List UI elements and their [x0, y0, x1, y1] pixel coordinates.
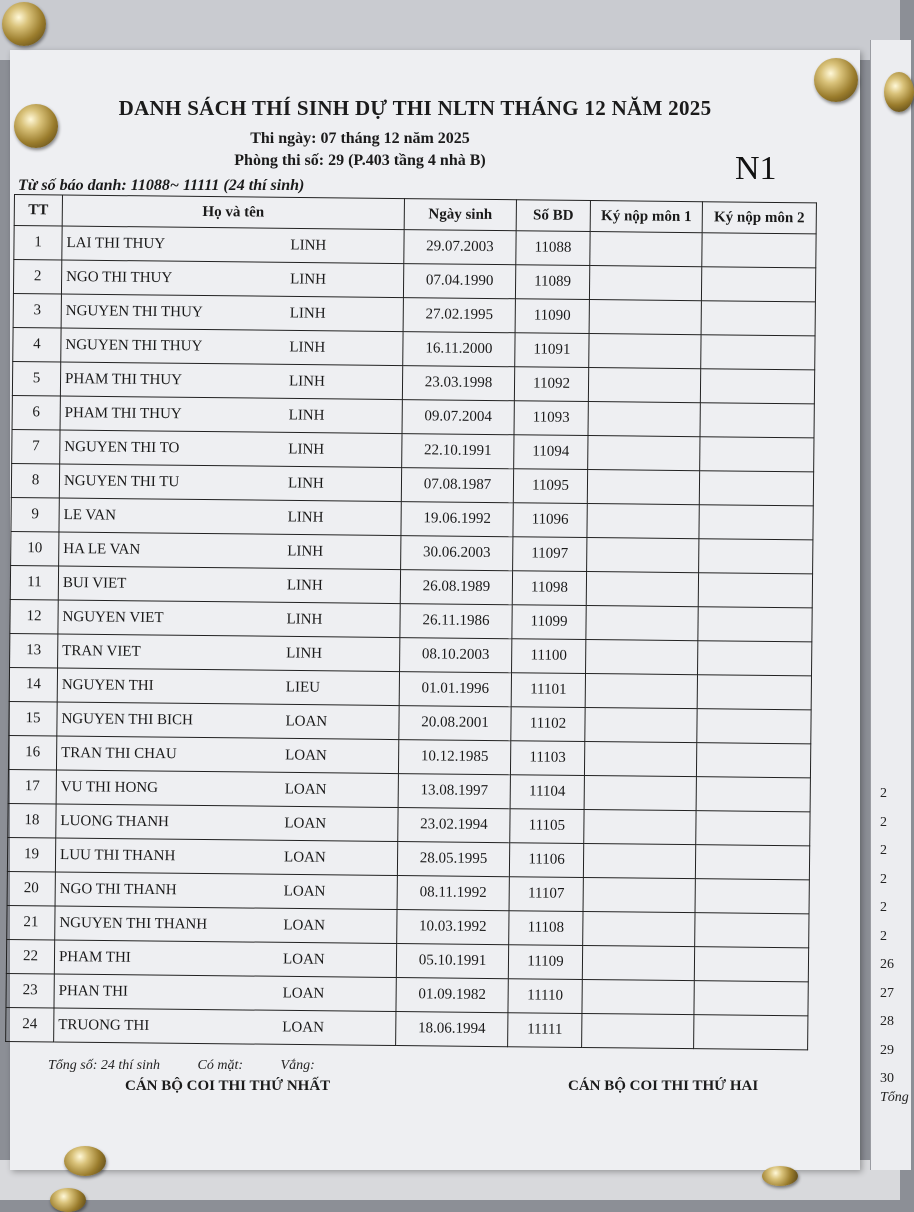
row-number: 3: [13, 293, 61, 328]
candidate-first-name: LINH: [287, 508, 324, 526]
date-of-birth: 08.11.1992: [397, 876, 509, 911]
date-of-birth: 30.06.2003: [401, 536, 513, 571]
candidate-first-name: LINH: [287, 542, 324, 560]
candidate-number: 11091: [515, 333, 589, 368]
candidate-first-name: LOAN: [283, 848, 326, 866]
candidate-number: 11106: [509, 843, 583, 878]
signature-cell-subject-2: [700, 437, 814, 472]
candidate-last-name: NGUYEN THI BICH: [61, 710, 193, 728]
candidate-name: [57, 668, 399, 706]
signature-cell-subject-1: [588, 368, 700, 403]
candidate-first-name: LOAN: [285, 746, 327, 764]
signature-cell-subject-2: [702, 233, 816, 268]
date-of-birth: 23.03.1998: [402, 366, 514, 401]
candidate-number: 11109: [508, 945, 582, 980]
candidate-number: 11093: [514, 401, 588, 436]
row-number: 4: [13, 327, 61, 362]
candidate-first-name: LINH: [288, 406, 325, 424]
candidate-number: 11104: [510, 775, 584, 810]
signature-cell-subject-1: [582, 945, 694, 980]
candidate-number: 11105: [510, 809, 584, 844]
signature-cell-subject-2: [698, 573, 812, 608]
adjacent-row-number: 27: [880, 985, 894, 1001]
date-of-birth: 05.10.1991: [396, 944, 508, 979]
date-of-birth: 22.10.1991: [402, 434, 514, 469]
column-header-sbd: Số BD: [516, 200, 590, 232]
signature-cell-subject-2: [696, 743, 810, 778]
candidate-number: 11107: [509, 877, 583, 912]
row-number: 11: [10, 565, 58, 600]
signature-cell-subject-2: [697, 709, 811, 744]
row-number: 2: [13, 260, 61, 295]
adjacent-row-number: 28: [880, 1014, 894, 1029]
row-number: 12: [10, 599, 58, 634]
signature-cell-subject-1: [588, 402, 700, 437]
date-of-birth: 26.08.1989: [400, 570, 512, 605]
date-of-birth: 10.12.1985: [398, 740, 510, 775]
row-number: 8: [11, 463, 59, 498]
candidate-number: 11096: [513, 503, 587, 538]
column-header-name: Họ và tên: [62, 195, 404, 230]
signature-cell-subject-1: [586, 572, 698, 607]
total-count: Tổng số: 24 thí sinh: [48, 1058, 161, 1073]
candidate-first-name: LOAN: [284, 780, 327, 798]
candidate-name: [56, 770, 398, 808]
absent-count: Vắng:: [280, 1058, 315, 1073]
signature-cell-subject-2: [699, 471, 813, 506]
candidate-number: 11094: [514, 435, 588, 470]
signature-cell-subject-2: [695, 879, 809, 914]
candidate-name: [59, 532, 401, 570]
candidate-name: [61, 260, 403, 298]
signature-cell-subject-2: [701, 267, 815, 302]
signature-cell-subject-2: [699, 539, 813, 574]
row-number: 18: [8, 803, 56, 838]
signature-cell-subject-2: [700, 403, 814, 438]
candidate-last-name: NGO THI THANH: [59, 880, 177, 898]
pushpin-icon: [14, 104, 58, 148]
candidate-number: 11110: [508, 979, 582, 1014]
candidate-first-name: LINH: [289, 338, 326, 356]
row-number: 16: [8, 735, 56, 770]
candidate-number: 11102: [511, 707, 585, 742]
row-number: 13: [10, 633, 58, 668]
candidate-name: [60, 362, 402, 400]
date-of-birth: 01.01.1996: [399, 672, 511, 707]
signature-cell-subject-2: [701, 335, 815, 370]
signature-cell-subject-1: [589, 334, 701, 369]
candidate-last-name: NGUYEN THI TU: [63, 472, 180, 490]
date-of-birth: 09.07.2004: [402, 400, 514, 435]
row-number: 23: [6, 973, 54, 1008]
date-of-birth: 07.08.1987: [401, 468, 513, 503]
candidate-name: [58, 634, 400, 672]
candidate-number: 11097: [513, 537, 587, 572]
date-of-birth: 20.08.2001: [399, 706, 511, 741]
candidate-name: [54, 1008, 396, 1046]
signature-cell-subject-2: [700, 369, 814, 404]
candidate-number: 11108: [509, 911, 583, 946]
row-number: 14: [9, 667, 57, 702]
date-of-birth: 01.09.1982: [396, 978, 508, 1013]
proctor-2-signature-label: CÁN BỘ COI THI THỨ HAI: [568, 1078, 759, 1094]
candidate-last-name: NGUYEN THI THUY: [65, 336, 203, 354]
signature-cell-subject-1: [587, 538, 699, 573]
candidate-last-name: PHAN THI: [58, 982, 129, 1000]
pushpin-icon: [884, 72, 914, 112]
date-of-birth: 29.07.2003: [404, 230, 516, 265]
row-number: 7: [12, 429, 60, 464]
signature-cell-subject-2: [694, 947, 808, 982]
signature-cell-subject-1: [587, 470, 699, 505]
attendance-summary: [48, 1058, 349, 1074]
date-of-birth: 16.11.2000: [403, 332, 515, 367]
exam-room: Phòng thi số: 29 (P.403 tầng 4 nhà B): [234, 152, 486, 169]
row-number: 5: [12, 361, 60, 396]
candidate-last-name: TRAN THI CHAU: [61, 744, 177, 762]
signature-cell-subject-1: [583, 844, 695, 879]
candidate-number: 11099: [512, 605, 586, 640]
candidate-first-name: LOAN: [282, 984, 325, 1002]
candidate-first-name: LIEU: [285, 678, 321, 696]
candidate-name: [54, 940, 396, 978]
date-of-birth: 13.08.1997: [398, 774, 510, 809]
candidate-last-name: VU THI HONG: [60, 778, 159, 796]
candidate-first-name: LOAN: [283, 882, 326, 900]
signature-cell-subject-1: [584, 776, 696, 811]
candidate-number: 11100: [512, 639, 586, 674]
candidate-name: [55, 838, 397, 876]
candidate-number: 11092: [514, 367, 588, 402]
signature-cell-subject-2: [696, 777, 810, 812]
date-of-birth: 18.06.1994: [396, 1012, 508, 1047]
pushpin-icon: [2, 2, 46, 46]
candidate-number: 11098: [512, 571, 586, 606]
proctor-1-signature-label: CÁN BỘ COI THI THỨ NHẤT: [125, 1078, 331, 1094]
signature-cell-subject-2: [694, 981, 808, 1016]
signature-cell-subject-1: [590, 232, 702, 267]
date-of-birth: 08.10.2003: [400, 638, 512, 673]
candidate-number: 11111: [508, 1013, 582, 1048]
candidate-range: Từ số báo danh: 11088~ 11111 (24 thí sinh): [18, 177, 305, 194]
candidate-last-name: PHAM THI: [58, 948, 131, 966]
signature-cell-subject-2: [695, 913, 809, 948]
signature-cell-subject-1: [587, 504, 699, 539]
candidate-last-name: NGUYEN THI THANH: [59, 914, 208, 933]
date-of-birth: 19.06.1992: [401, 502, 513, 537]
candidate-name: [58, 566, 400, 604]
candidate-number: 11088: [516, 231, 590, 266]
candidate-first-name: LOAN: [282, 1018, 325, 1036]
candidate-first-name: LINH: [289, 304, 326, 322]
signature-cell-subject-2: [697, 675, 811, 710]
candidate-number: 11095: [513, 469, 587, 504]
candidate-last-name: BUI VIET: [62, 574, 127, 592]
candidate-first-name: LINH: [288, 372, 325, 390]
candidate-number: 11089: [515, 265, 589, 300]
candidate-name: [59, 464, 401, 502]
date-of-birth: 07.04.1990: [403, 264, 515, 299]
signature-cell-subject-2: [698, 607, 812, 642]
candidate-last-name: LAI THI THUY: [66, 234, 166, 252]
candidate-first-name: LOAN: [284, 814, 327, 832]
adjacent-row-number: 2: [880, 786, 887, 801]
candidate-last-name: NGO THI THUY: [66, 268, 173, 286]
adjacent-row-number: 26: [880, 957, 894, 972]
candidate-name: [61, 294, 403, 332]
column-header-tt: TT: [14, 195, 62, 227]
pushpin-icon: [762, 1166, 798, 1186]
adjacent-sheet-footer: Tổng: [880, 1090, 909, 1105]
candidate-table: [5, 194, 817, 1050]
signature-cell-subject-2: [698, 641, 812, 676]
adjacent-row-number: 2: [880, 871, 887, 887]
candidate-first-name: LOAN: [285, 712, 328, 730]
signature-cell-subject-2: [701, 301, 815, 336]
signature-cell-subject-1: [585, 708, 697, 743]
pushpin-icon: [64, 1146, 106, 1176]
candidate-name: [62, 226, 404, 264]
candidate-name: [58, 600, 400, 638]
row-number: 6: [12, 395, 60, 430]
row-number: 1: [14, 226, 62, 261]
row-number: 9: [11, 497, 59, 532]
date-of-birth: 28.05.1995: [397, 842, 509, 877]
row-number: 15: [9, 701, 57, 736]
adjacent-row-number: 2: [880, 814, 887, 830]
signature-cell-subject-1: [585, 674, 697, 709]
candidate-first-name: LINH: [290, 270, 327, 288]
candidate-last-name: LUU THI THANH: [60, 846, 176, 864]
candidate-name: [56, 804, 398, 842]
candidate-first-name: LINH: [286, 644, 323, 662]
row-number: 20: [7, 871, 55, 906]
row-number: 10: [11, 531, 59, 566]
candidate-first-name: LINH: [286, 576, 323, 594]
candidate-number: 11103: [510, 741, 584, 776]
exam-date: Thi ngày: 07 tháng 12 năm 2025: [250, 130, 470, 147]
signature-cell-subject-1: [584, 742, 696, 777]
adjacent-row-number: 2: [880, 900, 887, 915]
candidate-name: [55, 872, 397, 910]
candidate-last-name: NGUYEN THI THUY: [65, 302, 203, 320]
candidate-last-name: NGUYEN THI TO: [64, 438, 180, 456]
row-number: 17: [8, 769, 56, 804]
pushpin-icon: [50, 1188, 86, 1212]
candidate-number: 11101: [511, 673, 585, 708]
candidate-name: [56, 736, 398, 774]
column-header-dob: Ngày sinh: [404, 199, 516, 231]
column-header-sign1: Ký nộp môn 1: [590, 201, 702, 233]
signature-cell-subject-1: [583, 877, 695, 912]
candidate-first-name: LINH: [288, 440, 325, 458]
candidate-first-name: LINH: [287, 474, 324, 492]
candidate-name: [60, 396, 402, 434]
signature-cell-subject-1: [583, 911, 695, 946]
row-number: 21: [7, 905, 55, 940]
document-title: DANH SÁCH THÍ SINH DỰ THI NLTN THÁNG 12 NĂM 2025: [118, 96, 712, 120]
signature-cell-subject-2: [694, 1015, 808, 1050]
candidate-number: 11090: [515, 299, 589, 334]
signature-cell-subject-1: [582, 979, 694, 1014]
date-of-birth: 26.11.1986: [400, 604, 512, 639]
candidate-name: [54, 974, 396, 1012]
signature-cell-subject-2: [695, 845, 809, 880]
candidate-name: [55, 906, 397, 944]
candidate-first-name: LOAN: [282, 950, 325, 968]
signature-cell-subject-1: [589, 300, 701, 335]
signature-cell-subject-1: [582, 1013, 694, 1048]
candidate-last-name: NGUYEN VIET: [62, 608, 164, 626]
adjacent-row-number: 2: [880, 843, 887, 858]
candidate-first-name: LOAN: [283, 916, 326, 934]
adjacent-row-number: 29: [880, 1042, 894, 1058]
candidate-name: [60, 430, 402, 468]
candidate-first-name: LINH: [290, 236, 327, 254]
signature-cell-subject-2: [699, 505, 813, 540]
adjacent-row-number: 30: [880, 1071, 894, 1086]
candidate-last-name: TRAN VIET: [62, 642, 141, 660]
row-number: 24: [6, 1007, 54, 1042]
row-number: 19: [7, 837, 55, 872]
candidate-last-name: PHAM THI THUY: [64, 370, 183, 388]
candidate-last-name: PHAM THI THUY: [64, 404, 182, 422]
sheet-code: N1: [735, 150, 777, 187]
signature-cell-subject-1: [589, 266, 701, 301]
signature-cell-subject-1: [586, 606, 698, 641]
date-of-birth: 27.02.1995: [403, 298, 515, 333]
column-header-sign2: Ký nộp môn 2: [702, 202, 816, 234]
candidate-last-name: NGUYEN THI: [61, 676, 154, 694]
date-of-birth: 23.02.1994: [398, 808, 510, 843]
signature-cell-subject-1: [586, 640, 698, 675]
signature-cell-subject-1: [588, 436, 700, 471]
adjacent-row-number: 2: [880, 928, 887, 944]
signature-cell-subject-2: [696, 811, 810, 846]
candidate-last-name: LE VAN: [63, 506, 117, 524]
candidate-first-name: LINH: [286, 610, 323, 628]
candidate-last-name: LUONG THANH: [60, 812, 169, 830]
candidate-last-name: TRUONG THI: [58, 1016, 150, 1034]
row-number: 22: [6, 939, 54, 974]
candidate-last-name: HA LE VAN: [63, 540, 141, 558]
signature-cell-subject-1: [584, 810, 696, 845]
pushpin-icon: [814, 58, 858, 102]
candidate-name: [61, 328, 403, 366]
date-of-birth: 10.03.1992: [397, 910, 509, 945]
candidate-name: [57, 702, 399, 740]
present-count: Có mặt:: [197, 1058, 244, 1073]
candidate-name: [59, 498, 401, 536]
